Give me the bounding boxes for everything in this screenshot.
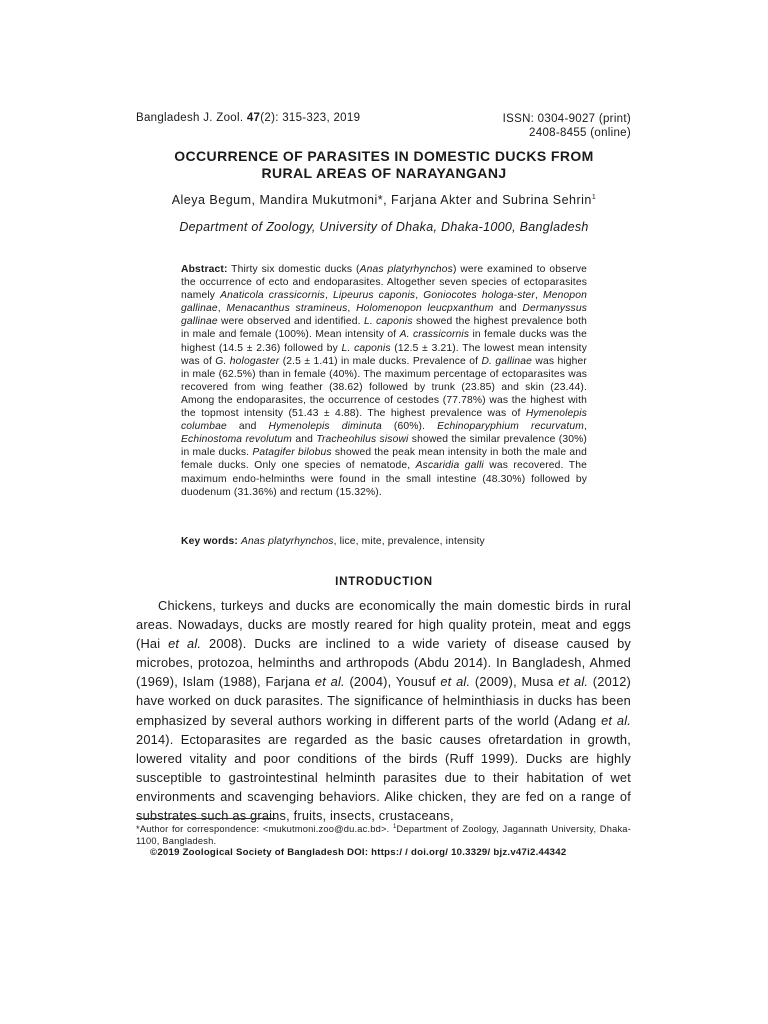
species-name: D. gallinae — [481, 355, 533, 367]
species-name: Holomenopon leucpxanthum — [356, 303, 494, 315]
abstract-text: and — [292, 434, 317, 446]
abstract-text: Thirty six domestic ducks ( — [227, 264, 360, 275]
abstract-text: , — [324, 290, 333, 302]
species-name: Hymenolepis diminuta — [268, 421, 382, 433]
footnote-affiliation: Department of Zoology, Jagannath University, Dhaka-1100, Bangladesh. — [136, 824, 631, 846]
abstract-text: , — [347, 303, 357, 315]
journal-name: Bangladesh J. Zool. — [136, 112, 247, 124]
citation-etal: et al. — [558, 674, 589, 690]
species-name: Hymenolepis columbae — [181, 408, 587, 433]
abstract-text: and — [226, 421, 269, 433]
abstract-text: , — [217, 303, 227, 315]
intro-text: Chickens, turkeys and ducks are economically the main domestic birds in rural areas. Nowadays, ducks are mostly reared for high quality protein, meat and eggs (Hai — [136, 598, 631, 652]
species-name: Anas platyrhynchos — [359, 264, 453, 275]
abstract-text: was recovered. The maximum endo-helminths were found in the small intestine (48.30%) followed by duodenum (31.36%) and rectum (15.32%). — [181, 460, 587, 498]
author-list — [80, 193, 688, 207]
species-name: A. crassicornis — [399, 329, 470, 341]
paper-title — [80, 148, 688, 182]
abstract-text: was higher in male (62.5%) than in female (40%). The maximum percentage of ectoparasites was recovered from wing feather (38.62) followed by trunk (23.85) and skin (23.44). Among the endoparasites, the occurrence of cestodes (77.78%) was the highest with the topmost intensity (51.43 ± 4.88). The highest prevalence was of — [181, 355, 587, 420]
issn-online: 2408-8455 (online) — [529, 127, 631, 139]
species-name: Ascaridia galli — [415, 460, 484, 472]
intro-text: 2014). Ectoparasites are regarded as the basic causes ofretardation in growth, lowered vitality and poor conditions of the birds (Ruff 1999). Ducks are highly susceptible to gastrointestinal helminth parasites due to their habitation of wet environments and scavenging behaviors. Alike chicken, they are fed on a range of substrates such as grains, fruits, insects, crustaceans, — [136, 731, 631, 824]
citation-etal: et al. — [601, 712, 631, 728]
abstract-text: and — [493, 303, 523, 315]
footnote-rule — [136, 818, 276, 819]
issn-block — [503, 112, 631, 140]
journal-volume: 47 — [246, 112, 261, 124]
citation-etal: et al. — [314, 674, 345, 690]
keyword-species: Anas platyrhynchos — [241, 536, 334, 547]
journal-citation — [136, 112, 360, 124]
affiliation: Department of Zoology, University of Dhaka, Dhaka-1000, Bangladesh — [179, 220, 589, 234]
species-name: Tracheohilus sisowi — [316, 434, 409, 446]
journal-issue: (2): 315-323, 2019 — [260, 112, 361, 124]
abstract-text: showed the peak mean intensity in both the male and female ducks. Only one species of nematode, — [181, 447, 587, 472]
species-name: Dermanyssus gallinae — [181, 303, 587, 328]
abstract-text: , — [535, 290, 544, 302]
authors-text: Aleya Begum, Mandira Mukutmoni*, Farjana Akter and Subrina Sehrin — [171, 193, 592, 207]
abstract-text: , — [415, 290, 424, 302]
abstract-text: showed the highest prevalence both in male and female (100%). Mean intensity of — [181, 316, 587, 341]
abstract-text: showed the similar prevalence (30%) in male ducks. — [181, 434, 588, 459]
abstract-text: in female ducks was the highest (14.5 ± 2.36) followed by — [181, 329, 587, 354]
footnote — [136, 822, 631, 847]
citation-etal: et al. — [440, 674, 471, 690]
abstract-text: were observed and identified. — [217, 316, 364, 328]
abstract-text: (2.5 ± 1.41) in male ducks. Prevalence of — [279, 355, 482, 367]
abstract-label: Abstract: — [181, 264, 228, 275]
abstract-text: , — [584, 421, 588, 433]
species-name: L. caponis — [363, 316, 413, 328]
species-name: Anaticola crassicornis — [220, 290, 325, 302]
issn-print: ISSN: 0304-9027 (print) — [502, 113, 631, 125]
species-name: Menopon gallinae — [181, 290, 588, 315]
citation-etal: et al. — [168, 636, 202, 652]
intro-text: (2004), Yousuf — [344, 674, 441, 690]
introduction-body — [136, 596, 631, 825]
copyright-doi: ©2019 Zoological Society of Bangladesh DOI: https:/ / doi.org/ 10.3329/ bjz.v47i2.44342 — [150, 847, 567, 858]
abstract-text: (12.5 ± 3.21). The lowest mean intensity was of — [181, 342, 587, 367]
species-name: G. hologaster — [215, 355, 280, 367]
section-heading-introduction: INTRODUCTION — [335, 576, 433, 588]
title-line-2: RURAL AREAS OF NARAYANGANJ — [261, 165, 507, 181]
keywords-text: , lice, mite, prevalence, intensity — [333, 536, 485, 547]
species-name: Patagifer bilobus — [252, 447, 332, 459]
keywords — [181, 536, 587, 547]
species-name: Lipeurus caponis — [332, 290, 416, 302]
intro-paragraph — [136, 596, 631, 825]
species-name: Echinoparyphium recurvatum — [437, 421, 584, 433]
species-name: Menacanthus stramineus — [226, 303, 348, 315]
intro-text: 2008). Ducks are inclined to a wide variety of disease caused by microbes, protozoa, helminths and arthropods (Abdu 2014). In Bangladesh, Ahmed (1969), Islam (1988), Farjana — [136, 636, 631, 690]
species-name: Goniocotes hologa-ster — [423, 290, 535, 302]
intro-text: (2009), Musa — [470, 674, 559, 690]
intro-text: (2012) have worked on duck parasites. The significance of helminthiasis in ducks has been emphasized by several authors working in different parts of the world (Adang — [136, 674, 631, 728]
abstract-text: ) were examined to observe the occurrence of ecto and endoparasites. Altogether seven species of ectoparasites namely — [181, 264, 587, 302]
footnote-mark: 1 — [392, 824, 397, 830]
author-affiliation-mark: 1 — [591, 193, 597, 201]
footnote-text: *Author for correspondence: <mukutmoni.zoo@du.ac.bd>. — [136, 824, 393, 835]
species-name: Echinostoma revolutum — [181, 434, 293, 446]
species-name: L. caponis — [341, 342, 391, 354]
keywords-label: Key words: — [181, 536, 239, 547]
abstract — [181, 263, 587, 499]
abstract-text: (60%). — [381, 421, 438, 433]
title-line-1: OCCURRENCE OF PARASITES IN DOMESTIC DUCKS FROM — [174, 148, 594, 164]
